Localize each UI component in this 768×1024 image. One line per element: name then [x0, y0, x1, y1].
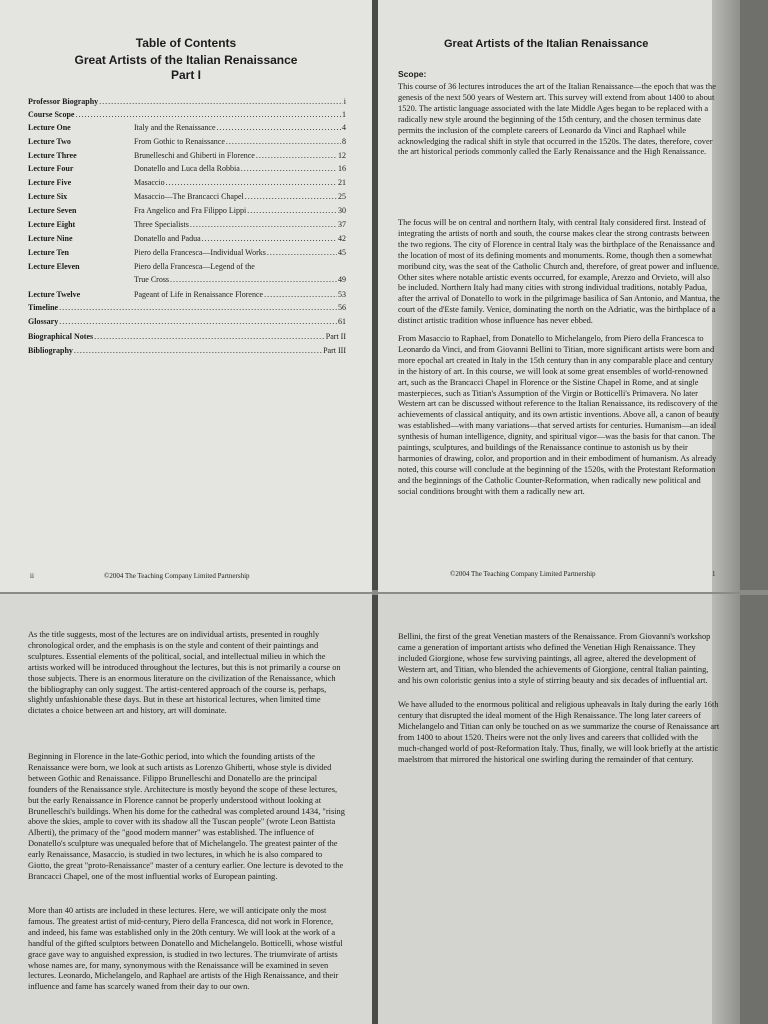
toc-entry-page: 8: [342, 137, 346, 146]
toc-leader-dots: [226, 137, 341, 147]
toc-entry: [28, 192, 346, 202]
toc-entry-label: Lecture Eight: [28, 220, 76, 229]
scope-paragraph-1: [398, 82, 720, 158]
scope-paragraph-1-text: This course of 36 lectures introduces the art of the Italian Renaissance—the epoch that was the genesis of the next 500 years of Western art. This survey will extend from about 1400 to about 1520. The artistic language associated with the late Middle Ages began to be replaced with a radically new style around the beginning of the 15th century, and the chosen terminus date permits the inclusion of the complete careers of Leonardo da Vinci and Raphael while acknowledging the radical shift in style that occurred in the 1520s. The dates, therefore, cover the art historical periods commonly called the Early Renaissance and the High Renaissance.: [398, 82, 716, 157]
toc-entry: [28, 234, 346, 244]
toc-entry-title: Masaccio—The Brancacci Chapel: [134, 192, 244, 201]
toc-entry-label: Biographical Notes: [28, 332, 94, 341]
page2-paragraph-3: [28, 906, 346, 993]
toc-entry-title: Fra Angelico and Fra Filippo Lippi: [134, 206, 247, 215]
toc-entry-title: Masaccio: [134, 178, 165, 187]
page3-paragraph-1-text: Bellini, the first of the great Venetian masters of the Renaissance. From Giovanni's workshop came a generation of important artists who defined the Venetian High Renaissance. They included Giorgione, whose few surviving paintings, all agree, altered the development of Western art, and Titian, who blended the achievements of Giorgione, central Italian painting, and his own coloristic genius into a style of stirring beauty and six decades of influential art.: [398, 632, 711, 685]
toc-entry-page: 21: [338, 178, 346, 187]
page2-paragraph-1: [28, 630, 346, 717]
toc-entry: [28, 220, 346, 230]
footer-page-number: ii: [30, 572, 34, 580]
page3-paragraph-2: [398, 700, 720, 765]
toc-entry-label: Lecture Six: [28, 192, 68, 201]
toc-entry: [28, 346, 346, 356]
toc-entry: [28, 97, 346, 107]
toc-entry-title: From Gothic to Renaissance: [134, 137, 225, 146]
toc-entry: [28, 178, 346, 188]
scope-page: [378, 0, 740, 592]
toc-entry-title: Pageant of Life in Renaissance Florence: [134, 290, 264, 299]
toc-entry-label: Lecture Nine: [28, 234, 73, 243]
toc-entry-label: Glossary: [28, 317, 59, 326]
footer-copyright: ©2004 The Teaching Company Limited Partnership: [450, 570, 596, 578]
toc-entry-label: Lecture Eleven: [28, 262, 80, 271]
toc-entry-page: 25: [338, 192, 346, 201]
scope-page-title: Great Artists of the Italian Renaissance: [444, 38, 649, 50]
toc-entry-title: True Cross: [134, 275, 170, 284]
toc-entry: [28, 290, 346, 300]
toc-entry-title: Piero della Francesca—Legend of the: [134, 262, 255, 271]
toc-entry-label: Lecture Four: [28, 164, 74, 173]
toc-part: Part I: [170, 68, 201, 82]
toc-entry: [28, 137, 346, 147]
toc-leader-dots: [245, 192, 337, 202]
toc-entry-page: i: [343, 97, 346, 106]
toc-page: [0, 0, 372, 592]
toc-entry-label: Lecture Ten: [28, 248, 69, 257]
toc-entry: [28, 275, 346, 285]
toc-leader-dots: [217, 123, 341, 133]
toc-leader-dots: [202, 234, 337, 244]
toc-leader-dots: [59, 303, 337, 313]
toc-leader-dots: [241, 164, 337, 174]
toc-leader-dots: [75, 110, 341, 120]
footer-page-number: 1: [712, 570, 716, 578]
page2-paragraph-1-text: As the title suggests, most of the lectures are on individual artists, presented in roughly chronological order, and the emphasis is on the style and content of their paintings and sculptures. Essential elements of the political, social, and intellectual milieu in which the artists worked will be introduced throughout the lectures, but this is not primarily a course on those subjects. There is an enormous literature on the civilization of the Renaissance, which the bibliography can only suggest. The artist-centered approach of the course is, perhaps, slightly unfashionable these days. But in these art historical lectures, when limited time dictates a choice between art and history, art will dominate.: [28, 630, 341, 716]
toc-entry-page: 56: [338, 303, 346, 312]
toc-entry-title: Italy and the Renaissance: [134, 123, 216, 132]
course-page-2: [0, 594, 372, 1024]
toc-entry: [28, 123, 346, 133]
toc-entry: [28, 206, 346, 216]
toc-entry-label: Professor Biography: [28, 97, 99, 106]
toc-entry-page: 12: [338, 151, 346, 160]
toc-leader-dots: [170, 275, 337, 285]
toc-entry: [28, 110, 346, 120]
toc-entry: [28, 303, 346, 313]
page2-paragraph-2: [28, 752, 346, 883]
toc-entry-page: 37: [338, 220, 346, 229]
scope-paragraph-2-text: The focus will be on central and northern Italy, with central Italy considered first. Instead of integrating the artists of north and south, the course makes clear the strong contrasts between the two regions. The city of Florence in central Italy was the birthplace of the Renaissance and the location of most of its defining moments and monuments. Rome, though then a somewhat moribund city, was the seat of the Catholic Church and, therefore, of great power and influence. Other sites where notable artistic events occurred, for example, Arezzo and Orvieto, will also be included. Northern Italy had many cities with strong individual traditions, notably Padua, after the arrival of Donatello to work in the pilgrimage basilica of San Antonio, and Mantua, the court of the d'Este family. Venice, dominating the north on the Adriatic, was the birthplace of a distinct artistic tradition whose influence has never ebbed.: [398, 218, 720, 326]
toc-entry-label: Lecture Five: [28, 178, 72, 187]
footer-copyright: ©2004 The Teaching Company Limited Partnership: [104, 572, 250, 580]
toc-entry-label: Lecture Two: [28, 137, 71, 146]
toc-entry-page: 4: [342, 123, 346, 132]
toc-entry-label: Bibliography: [28, 346, 73, 355]
toc-entry-page: Part II: [325, 332, 346, 341]
toc-entry-page: Part III: [323, 346, 346, 355]
toc-entry-label: Timeline: [28, 303, 59, 312]
toc-title: Table of Contents: [135, 36, 237, 50]
toc-entry-page: 45: [338, 248, 346, 257]
toc-entry-page: 1: [342, 110, 346, 119]
toc-entry-label: Lecture Three: [28, 151, 77, 160]
page3-paragraph-2-text: We have alluded to the enormous political and religious upheavals in Italy during the early 16th century that disrupted the ideal moment of the High Renaissance. The long later careers of Michelangelo and Titian can only be touched on as we summarize the course of Renaissance art from 1400 to about 1520. Theirs were not the only lives and careers that collided with the much-changed world of post-Reformation Italy. Thus, finally, we will look briefly at the artistic maelstrom that mirrored the historical one swirling during the remainder of that century.: [398, 700, 720, 764]
page2-paragraph-2-text: Beginning in Florence in the late-Gothic period, into which the founding artists of the Renaissance were born, we look at such artists as Lorenzo Ghiberti, whose style is divided between Gothic and Renaissance. Filippo Brunelleschi and Donatello are the principal founders of the Renaissance style. Architecture is mostly beyond the scope of these lectures, but the early Renaissance in Florence cannot be properly understood without looking at Brunelleschi's buildings. When his dome for the cathedral was completed around 1434, "rising above the skies, ample to cover with its shadow all the Tuscan people" (wrote Leon Battista Alberti), the primacy of the "good modern manner" was established. The influence of Donatello's sculpture was unequaled before that of Michelangelo. The greatest painter of the early Renaissance, Masaccio, is studied in two lectures, in which he is also compared to Giotto, the great "proto-Renaissance" master of a century earlier. One lecture is devoted to the Brancacci Chapel, one of the most influential works of European painting.: [28, 752, 345, 881]
toc-entry: [28, 317, 346, 327]
toc-leader-dots: [190, 220, 337, 230]
toc-entry-page: 61: [338, 317, 346, 326]
toc-entry-title: Donatello and Padua: [134, 234, 201, 243]
scope-label: Scope:: [398, 69, 427, 79]
page3-paragraph-1: [398, 632, 720, 687]
toc-entry-page: 30: [338, 206, 346, 215]
toc-entry-label: Course Scope: [28, 110, 75, 119]
toc-entry-page: 53: [338, 290, 346, 299]
toc-leader-dots: [59, 317, 337, 327]
toc-leader-dots: [94, 332, 325, 342]
toc-entry-title: Brunelleschi and Ghiberti in Florence: [134, 151, 255, 160]
toc-leader-dots: [99, 97, 343, 107]
toc-entry: [28, 248, 346, 258]
toc-entry-page: 16: [338, 164, 346, 173]
toc-entry: [28, 164, 346, 174]
page2-paragraph-3-text: More than 40 artists are included in these lectures. Here, we will anticipate only the most famous. The greatest artist of mid-century, Piero della Francesca, did not work in Florence, and indeed, his fame was established only in the 20th century. We will look at the work of a handful of the gifted sculptors between Donatello and Michelangelo. Botticelli, whose wistful grace gave way to anguished expression, is studied in two lectures. The triumvirate of artists whose names are, for many, synonymous with the Renaissance will be examined in seven lectures. Leonardo, Michelangelo, and Raphael are artists of the High Renaissance, and their influence and fame has scarcely waned from their day to our own.: [28, 906, 343, 992]
toc-leader-dots: [264, 290, 337, 300]
toc-subtitle: Great Artists of the Italian Renaissance: [74, 53, 298, 67]
toc-entry-page: 42: [338, 234, 346, 243]
toc-entry-title: Donatello and Luca della Robbia: [134, 164, 240, 173]
toc-entry-label: Lecture One: [28, 123, 71, 132]
toc-leader-dots: [166, 178, 337, 188]
scope-paragraph-3-text: From Masaccio to Raphael, from Donatello to Michelangelo, from Piero della Francesca to Leonardo da Vinci, and from Giovanni Bellini to Titian, more significant artists were born and more epochal art created in Italy in the 15th century than in any comparable place and century in the history of art. In this course, we will look at some great ensembles of world-renowned art, such as the Brancacci Chapel in Florence or the Sistine Chapel in Rome, and at single masterpieces, such as Titian's Assumption of the Virgin or Botticelli's Primavera. No later Western art can be discussed without reference to the Italian Renaissance, its rediscovery of the achievements of classical antiquity, and its own artistic inventions. Above all, a canon of beauty was established—with many variations—that served artists for centuries. Humanism—an ideal synthesis of human intelligence, dignity, and spiritual vigor—was the basis for that canon. The paintings, sculptures, and buildings of the Renaissance continue to astonish us by their harmonies of drawing, color, and proportion and in their embodiment of humanism. As already noted, this course will conclude at the beginning of the 1520s, with the Protestant Reformation and the beginnings of the Catholic Counter-Reformation, when radically new political and social conditions brought with them a radically new art.: [398, 334, 720, 496]
toc-entry: [28, 262, 346, 272]
toc-leader-dots: [267, 248, 337, 258]
toc-entry-title: Three Specialists: [134, 220, 189, 229]
toc-leader-dots: [256, 151, 337, 161]
toc-entry-page: 49: [338, 275, 346, 284]
toc-entry-label: Lecture Seven: [28, 206, 77, 215]
scope-paragraph-2: [398, 218, 720, 327]
toc-entry-label: Lecture Twelve: [28, 290, 81, 299]
scope-paragraph-3: [398, 334, 720, 498]
toc-entry: [28, 332, 346, 342]
toc-entry: [28, 151, 346, 161]
toc-leader-dots: [74, 346, 322, 356]
course-page-3: [378, 594, 740, 1024]
toc-entry-title: Piero della Francesca—Individual Works: [134, 248, 266, 257]
toc-leader-dots: [247, 206, 337, 216]
